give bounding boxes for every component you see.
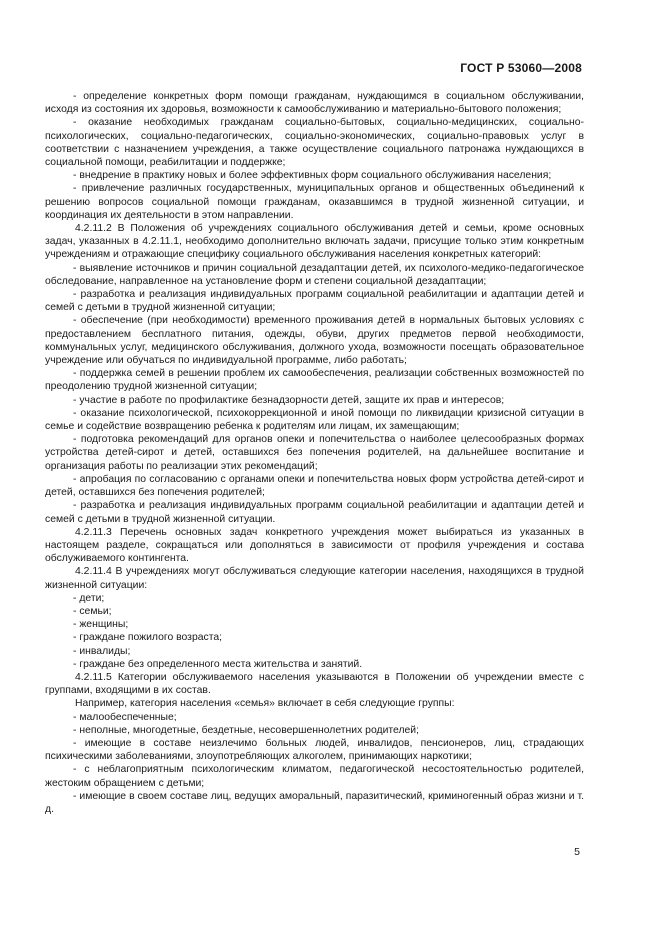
list-item: - инвалиды; bbox=[73, 645, 131, 657]
page-number: 5 bbox=[574, 846, 580, 858]
document-header: ГОСТ Р 53060—2008 bbox=[460, 61, 582, 75]
list-item: - обеспечение (при необходимости) временного проживания детей в нормальных бытовых условиях с предоставлением бесплатного питания, одежды, обуви, других предметов первой необходимости, коммунальных услуг, медицинского обслуживания, должного ухода, возможности посещать образовательное учреждение или обучаться по индивидуальной программе, либо работать; bbox=[45, 315, 584, 367]
list-item: - выявление источников и причин социальной дезадаптации детей, их психолого-медико-педагогическое обследование, направленное на установление форм и степени социальной дезадаптации; bbox=[45, 262, 584, 287]
paragraph: Например, категория населения «семья» включает в себя следующие группы: bbox=[75, 698, 455, 710]
list-item: - дети; bbox=[73, 592, 105, 604]
paragraph: 4.2.11.5 Категории обслуживаемого населения указываются в Положении об учреждении вместе с группами, входящими в их состав. bbox=[45, 671, 584, 697]
document-body bbox=[45, 90, 584, 816]
list-item: - подготовка рекомендаций для органов опеки и попечительства о наиболее целесообразных формах устройства детей-сирот и детей, оставшихся без попечения родителей, на дальнейшее воспитание и организация работы по реализации этих рекомендаций; bbox=[45, 434, 584, 472]
list-item: - неполные, многодетные, бездетные, несовершеннолетних родителей; bbox=[73, 724, 419, 736]
list-item: - с неблагоприятным психологическим климатом, педагогической несостоятельностью родителей, жестоким обращением с детьми; bbox=[45, 764, 584, 789]
list-item: - привлечение различных государственных, муниципальных органов и общественных объединений к решению вопросов социальной помощи гражданам, оказавшимся в трудной жизненной ситуации, и координация их деятельности в этом направлении. bbox=[45, 183, 584, 221]
paragraph: 4.2.11.3 Перечень основных задач конкретного учреждения может выбираться из указанных в настоящем разделе, сокращаться или дополняться в зависимости от профиля учреждения и состава обслуживаемого контингента. bbox=[45, 526, 584, 565]
list-item: - оказание психологической, психокоррекционной и иной помощи по ликвидации кризисной ситуации в семье и содействие возвращению ребенка к родителям или лицам, их замещающим; bbox=[45, 407, 584, 433]
list-item: - определение конкретных форм помощи гражданам, нуждающимся в социальном обслуживании, исходя из состояния их здоровья, возможности к самообслуживанию и материально-бытового положения; bbox=[45, 91, 584, 116]
list-item: - малообеспеченные; bbox=[73, 711, 177, 723]
list-item: - внедрение в практику новых и более эффективных форм социального обслуживания населения; bbox=[73, 170, 552, 182]
list-item: - апробация по согласованию с органами опеки и попечительства новых форм устройства детей-сирот и детей, оставшихся без попечения родителей; bbox=[45, 473, 584, 499]
list-item: - поддержка семей в решении проблем их самообеспечения, реализации собственных возможностей по преодолению трудной жизненной ситуации; bbox=[45, 368, 584, 393]
list-item: - оказание необходимых гражданам социально-бытовых, социально-медицинских, социально-психологических, социально-педагогических, социально-экономических, социально-правовых услуг в соответствии с назначением учреждения, а также осуществление социального патронажа нуждающихся в социальной помощи, реабилитации и поддержке; bbox=[45, 117, 584, 169]
list-item: - участие в работе по профилактике безнадзорности детей, защите их прав и интересов; bbox=[73, 394, 505, 406]
list-item: - разработка и реализация индивидуальных программ социальной реабилитации и адаптации детей и семей с детьми в трудной жизненной ситуации. bbox=[45, 500, 584, 525]
list-item: - граждане без определенного места жительства и занятий. bbox=[73, 658, 363, 670]
paragraph: 4.2.11.4 В учреждениях могут обслуживаться следующие категории населения, находящихся в трудной жизненной ситуации: bbox=[45, 566, 584, 591]
list-item: - имеющие в составе неизлечимо больных людей, инвалидов, пенсионеров, лиц, страдающих психическими заболеваниями, злоупотребляющих алкоголем, принимающих наркотики; bbox=[45, 737, 584, 763]
list-item: - женщины; bbox=[73, 619, 129, 631]
list-item: - граждане пожилого возраста; bbox=[73, 632, 223, 644]
paragraph: 4.2.11.2 В Положения об учреждениях социального обслуживания детей и семьи, кроме основных задач, указанных в 4.2.11.1, необходимо дополнительно включать задачи, присущие только этим конкретным учреждениям и отражающие специфику социального обслуживания населения конкретных категорий: bbox=[45, 223, 584, 261]
list-item: - имеющие в своем составе лиц, ведущих аморальный, паразитический, криминогенный образ жизни и т. д. bbox=[45, 790, 584, 815]
list-item: - разработка и реализация индивидуальных программ социальной реабилитации и адаптации детей и семей с детьми в трудной жизненной ситуации; bbox=[45, 289, 584, 314]
list-item: - семьи; bbox=[73, 605, 112, 617]
